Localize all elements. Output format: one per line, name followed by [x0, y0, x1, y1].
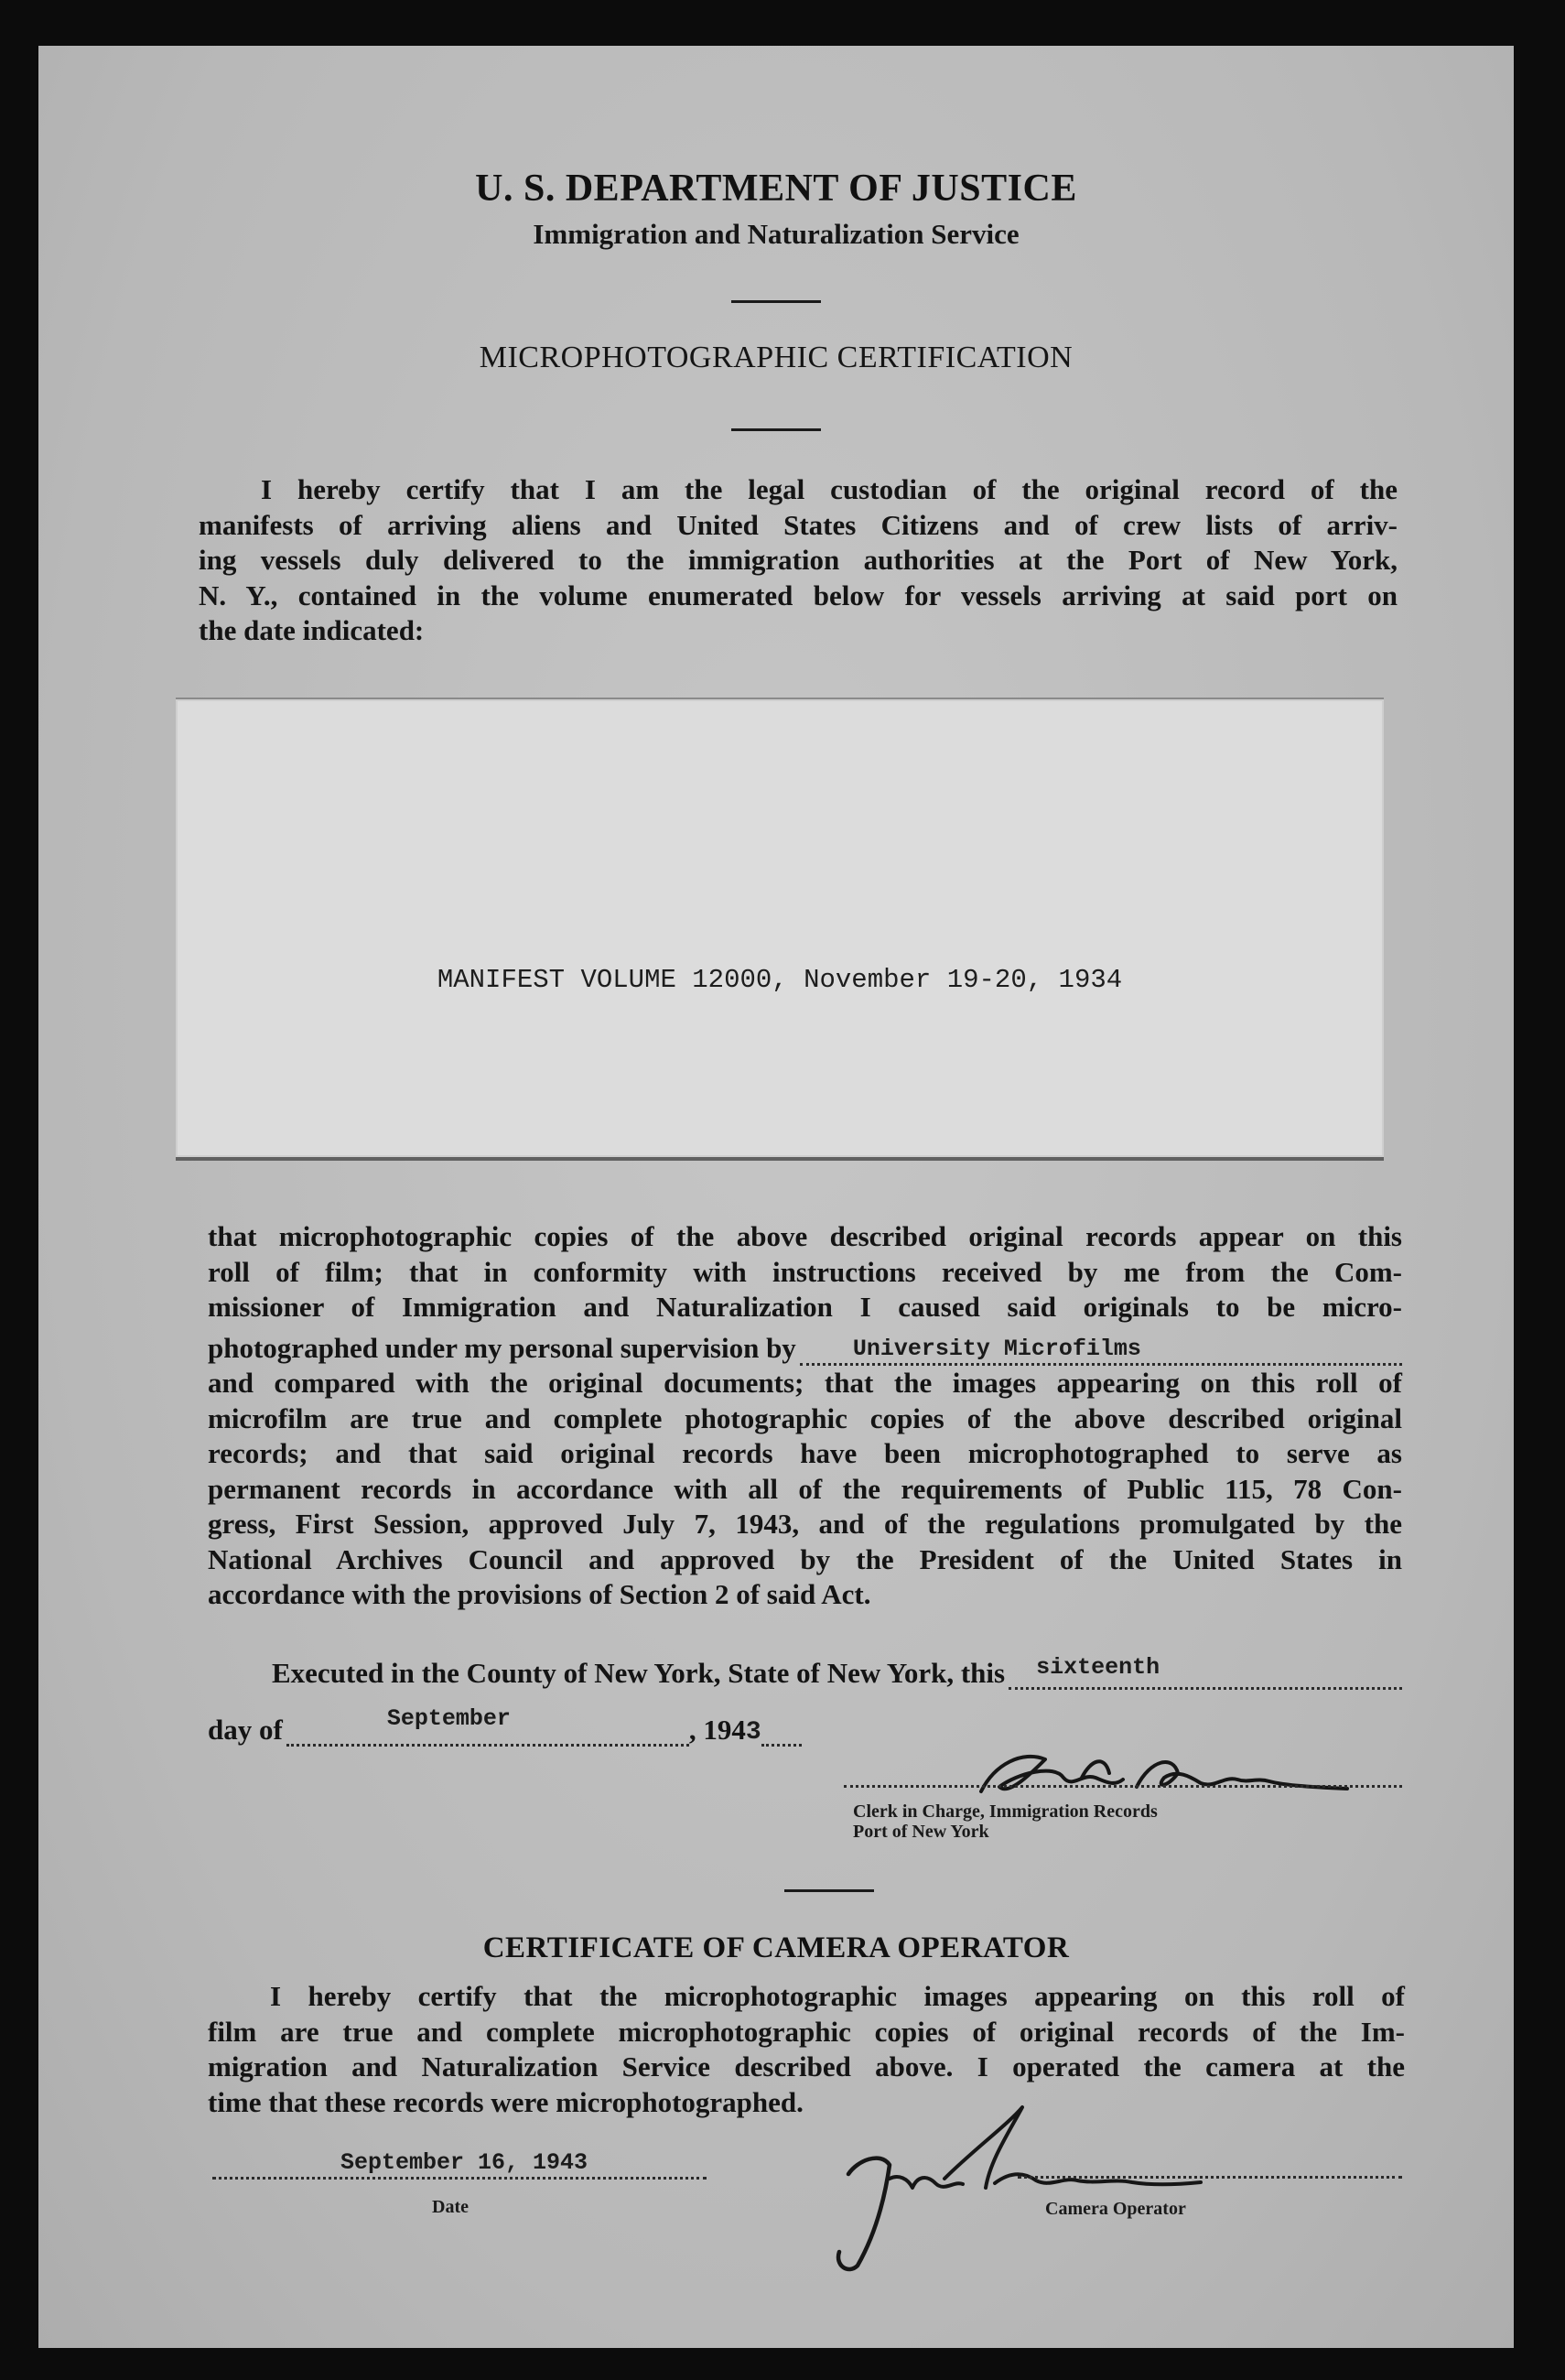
intro-line: I hereby certify that I am the legal custodian of the original record of the — [261, 473, 1398, 505]
department-title: U. S. DEPARTMENT OF JUSTICE — [475, 168, 1077, 210]
body-line: roll of film; that in conformity with instructions received by me from the Com- — [208, 1255, 1402, 1288]
body-line-photographer — [208, 1331, 1402, 1367]
body-line: and compared with the original documents; that the images appearing on this roll of — [208, 1367, 1402, 1399]
year-digit: 3 — [745, 1718, 761, 1747]
body-line-prefix: photographed under my personal supervision by — [208, 1331, 796, 1364]
body-line: permanent records in accordance with all of the requirements of Public 115, 78 Con- — [208, 1472, 1402, 1505]
month-value: September — [386, 1705, 511, 1732]
date-value: September 16, 1943 — [340, 2149, 588, 2176]
camera-certificate-heading: CERTIFICATE OF CAMERA OPERATOR — [482, 1931, 1070, 1964]
photographer-field — [800, 1337, 1402, 1366]
intro-line: manifests of arriving aliens and United States Citizens and of crew lists of arriv- — [199, 508, 1398, 541]
month-field — [286, 1705, 689, 1747]
divider-bottom — [784, 1889, 874, 1892]
body-line: missioner of Immigration and Naturalization I caused said originals to be micro- — [208, 1291, 1402, 1323]
year-prefix: , 194 — [688, 1714, 746, 1746]
day-field — [1009, 1654, 1402, 1690]
body-line: records; and that said original records have been microphotographed to serve as — [208, 1437, 1402, 1469]
intro-line: ing vessels duly delivered to the immigration authorities at the Port of New York, — [199, 544, 1398, 576]
operator-signature-line — [1018, 2174, 1402, 2179]
clerk-signature-line — [844, 1783, 1402, 1788]
photographer-value: University Microfilms — [852, 1336, 1141, 1362]
year-trailing-dots — [761, 1718, 802, 1747]
camera-line: time that these records were microphotographed. — [208, 2085, 804, 2118]
body-line: that microphotographic copies of the above described original records appear on this — [208, 1220, 1402, 1252]
clerk-title-line-2: Port of New York — [853, 1822, 989, 1842]
service-subtitle: Immigration and Naturalization Service — [533, 218, 1020, 250]
body-line: microfilm are true and complete photographic copies of the above described original — [208, 1401, 1402, 1434]
body-line: National Archives Council and approved by the President of the United States in — [208, 1542, 1402, 1575]
body-line: gress, First Session, approved July 7, 1943, and of the regulations promulgated by the — [208, 1508, 1402, 1540]
executed-line — [272, 1654, 1402, 1690]
body-paragraph — [208, 1219, 1402, 1613]
intro-line: the date indicated: — [199, 614, 425, 646]
camera-line: migration and Naturalization Service described above. I operated the camera at the — [208, 2050, 1405, 2082]
intro-line: N. Y., contained in the volume enumerated below for vessels arriving at said port on — [199, 579, 1398, 611]
manifest-volume-label: MANIFEST VOLUME 12000, November 19-20, 1934 — [437, 965, 1123, 995]
camera-operator-signature — [761, 2096, 1274, 2279]
day-of-label: day of — [208, 1714, 283, 1746]
certificate-sheet — [38, 46, 1514, 2348]
day-value: sixteenth — [1036, 1654, 1160, 1681]
camera-line: I hereby certify that the microphotographic images appearing on this roll of — [270, 1980, 1405, 2012]
date-label: Date — [432, 2197, 469, 2217]
clerk-title-line-1: Clerk in Charge, Immigration Records — [853, 1801, 1158, 1822]
executed-prefix: Executed in the County of New York, State of New York, this — [272, 1657, 1006, 1689]
body-line: accordance with the provisions of Section 2 of said Act. — [208, 1578, 871, 1610]
operator-label: Camera Operator — [1045, 2199, 1186, 2219]
intro-paragraph — [199, 472, 1398, 649]
certification-heading: MICROPHOTOGRAPHIC CERTIFICATION — [479, 341, 1074, 374]
divider-top — [731, 300, 821, 303]
manifest-card — [176, 698, 1384, 1161]
divider-middle — [731, 428, 821, 431]
camera-line: film are true and complete microphotographic copies of original records of the Im- — [208, 2015, 1405, 2048]
day-of-line — [208, 1705, 802, 1747]
